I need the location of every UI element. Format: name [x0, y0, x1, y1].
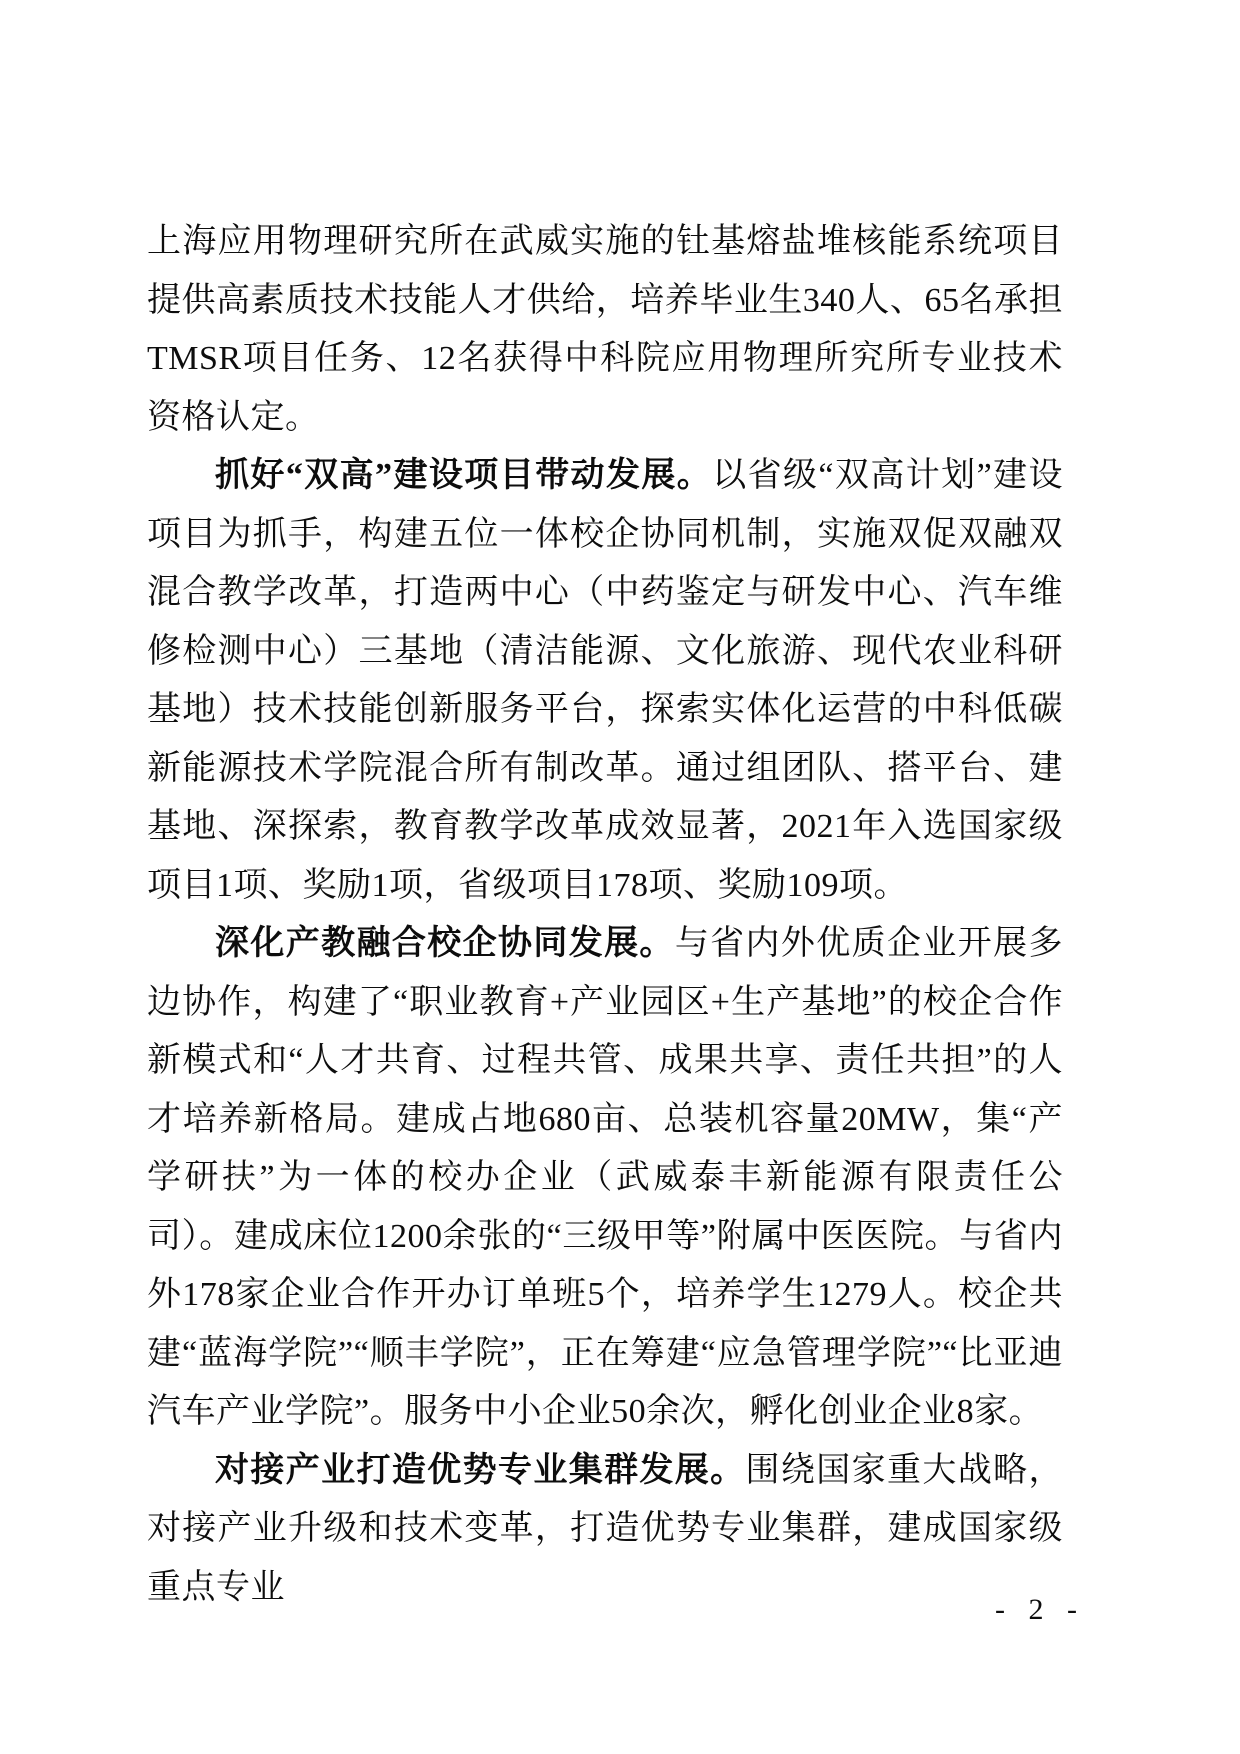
paragraph: [147, 213, 1063, 447]
paragraph-text: 与省内外优质企业开展多边协作，构建了“职业教育+产业园区+生产基地”的校企合作新模式和“人才共育、过程共管、成果共享、责任共担”的人才培养新格局。建成占地680亩、总装机容量20MW，集“产学研扶”为一体的校办企业（武威泰丰新能源有限责任公司）。建成床位1200余张的“三级甲等”附属中医医院。与省内外178家企业合作开办订单班5个，培养学生1279人。校企共建“蓝海学院”“顺丰学院”，正在筹建“应急管理学院”“比亚迪汽车产业学院”。服务中小企业50余次，孵化创业企业8家。: [147, 925, 1064, 1430]
paragraph-lead: 抓好“双高”建设项目带动发展。: [215, 457, 713, 494]
paragraph-lead: 深化产教融合校企协同发展。: [215, 925, 675, 962]
paragraph-lead: 对接产业打造优势专业集群发展。: [215, 1451, 746, 1489]
paragraph: [147, 915, 1063, 1442]
paragraph-text: 围绕国家重大战略，对接产业升级和技术变革，打造优势专业集群，建成国家级重点专业: [147, 1451, 1064, 1606]
paragraph-text: 以省级“双高计划”建设项目为抓手，构建五位一体校企协同机制，实施双促双融双混合教学改革，打造两中心（中药鉴定与研发中心、汽车维修检测中心）三基地（清洁能源、文化旅游、现代农业科研基地）技术技能创新服务平台，探索实体化运营的中科低碳新能源技术学院混合所有制改革。通过组团队、搭平台、建基地、深探索，教育教学改革成效显著，2021年入选国家级项目1项、奖励1项，省级项目178项、奖励109项。: [147, 457, 1063, 904]
page-number: - 2 -: [995, 1593, 1085, 1626]
document-body: [147, 213, 1063, 1617]
paragraph: [147, 447, 1063, 915]
paragraph-text: 上海应用物理研究所在武威实施的钍基熔盐堆核能系统项目提供高素质技术技能人才供给，培养毕业生340人、65名承担TMSR项目任务、12名获得中科院应用物理所究所专业技术资格认定。: [147, 223, 1063, 436]
paragraph: [147, 1442, 1063, 1618]
